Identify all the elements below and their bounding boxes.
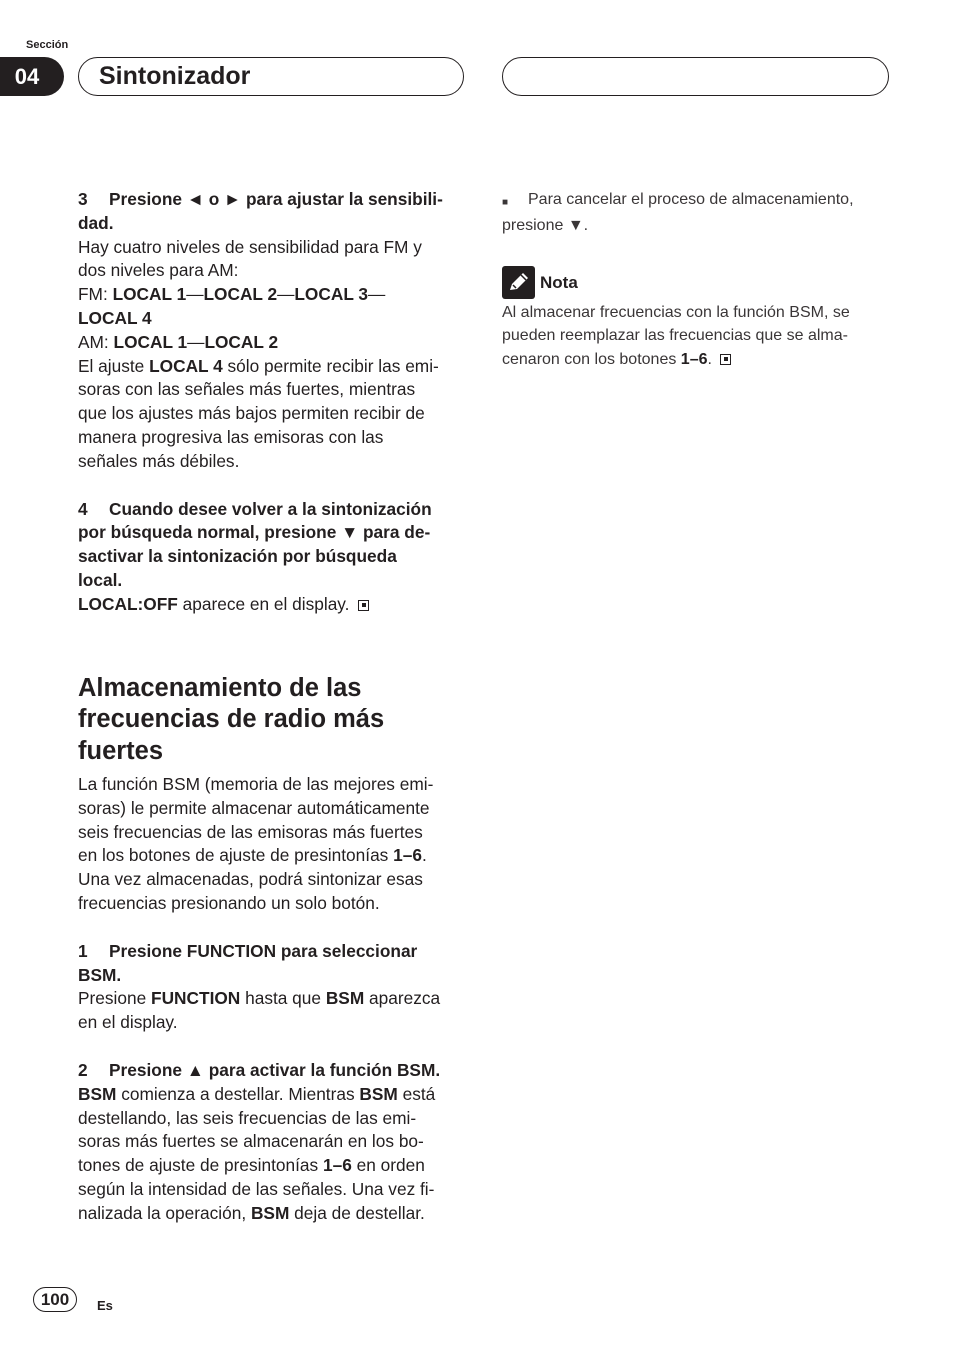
step-heading: BSM. [78,964,122,985]
chapter-title-text: Sintonizador [99,62,251,90]
note-label: Nota [540,272,578,292]
right-column [502,188,897,371]
left-column [78,188,470,1226]
step-heading: local. [78,569,123,590]
paragraph: El ajuste LOCAL 4 sólo permite recibir las emi- [78,355,439,376]
section-title: Almacenamiento de las frecuencias de radio más fuertes [78,673,385,765]
fm-levels: FM: LOCAL 1—LOCAL 2—LOCAL 3— [78,284,386,305]
step-2: 2 Presione ▲ para activar la función BSM. BSM comienza a destellar. Mientras BSM está destellando, las seis frecuencias de las emi- soras más fuertes se almacenarán en los bo- tones de ajuste de presintonías 1–6 en orden según la intensidad de las señales. Una vez fi- nalizada la operación, BSM deja de destellar. [78,1060,441,1223]
paragraph: LOCAL:OFF aparece en el display. [78,593,470,617]
header-empty-box [502,57,889,96]
step-heading: Cuando desee volver a la sintonización [109,498,432,519]
step-number: 2 [78,1060,88,1081]
step-heading: por búsqueda normal, presione ▼ para de- [78,522,431,543]
end-of-section-icon [358,600,369,611]
paragraph: soras con las señales más fuertes, mientras [78,379,416,400]
step-1: 1 Presione FUNCTION para seleccionar BSM. Presione FUNCTION hasta que BSM aparezca en el display. [78,940,470,1035]
step-heading: dad. [78,212,114,233]
paragraph: que los ajustes más bajos permiten recibir de [78,403,425,424]
step-number: 4 [78,498,88,519]
paragraph: dos niveles para AM: [78,260,239,281]
end-of-section-icon [720,354,731,365]
section-label: Sección [26,39,69,51]
step-number: 3 [78,189,88,209]
section-number-tab: 04 [0,57,64,96]
pencil-note-icon [502,266,535,299]
bullet-item: ■ Para cancelar el proceso de almacenamiento, [502,188,897,214]
step-heading: sactivar la sintonización por búsqueda [78,546,397,567]
fm-levels-cont: LOCAL 4 [78,307,152,328]
step-4 [78,498,470,617]
paragraph: señales más débiles. [78,450,240,471]
bullet-square-icon: ■ [502,197,509,208]
bullet-item-cont: presione ▼. [502,217,589,235]
step-number: 1 [78,940,88,961]
page-number: 100 [33,1287,77,1312]
note-body: Al almacenar frecuencias con la función BSM, se pueden reemplazar las frecuencias que se alma- cenaron con los botones 1–6. [502,303,850,368]
step-3 [78,188,470,474]
paragraph: manera progresiva las emisoras con las [78,426,384,447]
note-header [502,266,897,299]
step-heading: Presione FUNCTION para seleccionar [109,940,418,961]
bsm-intro: La función BSM (memoria de las mejores emi- soras) le permite almacenar automáticamente seis frecuencias de las emisoras más fuertes en los botones de ajuste de presintonías 1–6. Una vez almacenadas, podrá sintonizar esas frecuencias presionando un solo botón. [78,774,434,914]
step-heading: Presione ◄ o ► para ajustar la sensibili- [109,189,443,209]
step-heading: Presione ▲ para activar la función BSM. [109,1060,441,1081]
paragraph: Hay cuatro niveles de sensibilidad para FM y [78,236,422,257]
chapter-title [78,57,464,96]
language-label: Es [97,1298,113,1313]
am-levels: AM: LOCAL 1—LOCAL 2 [78,331,279,352]
